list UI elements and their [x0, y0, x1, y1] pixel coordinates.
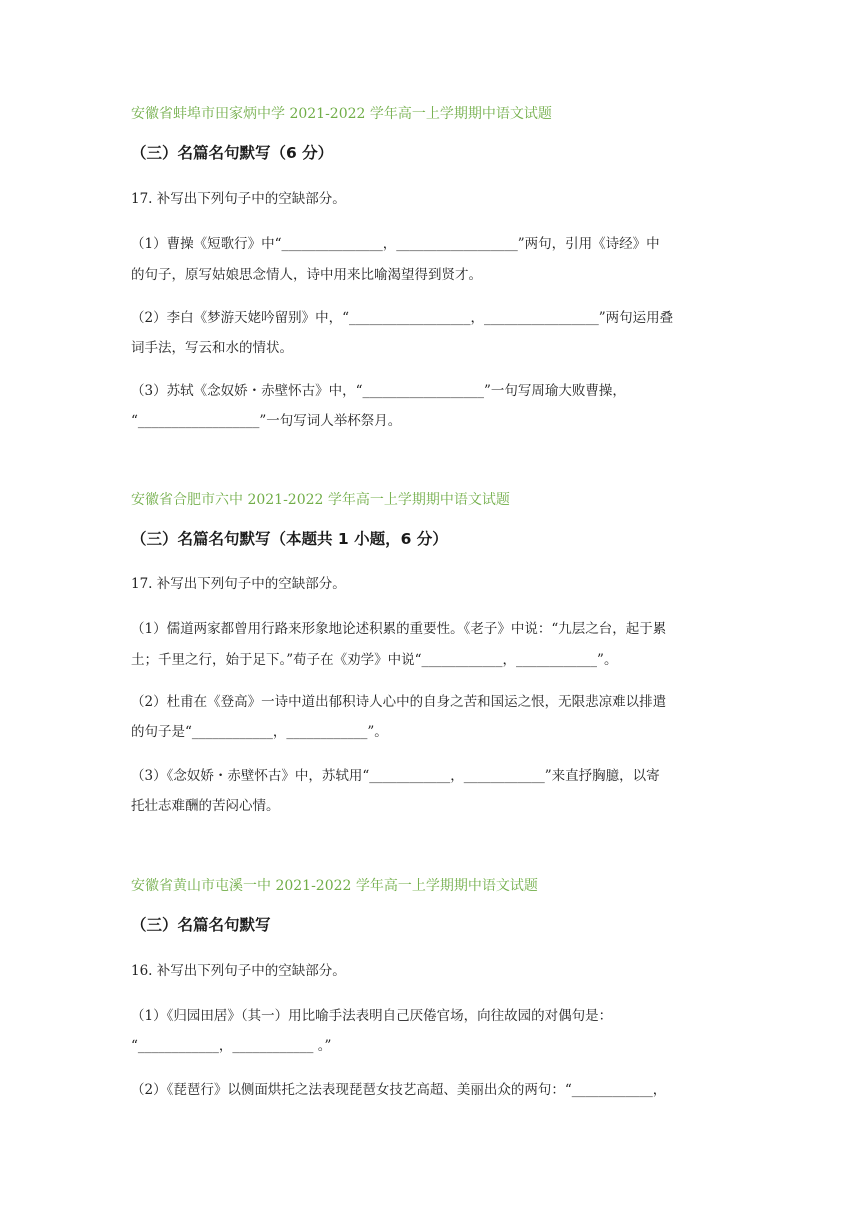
section-heading: （三）名篇名句默写（6 分）	[131, 144, 334, 162]
question-item-line: （2）李白《梦游天姥吟留别》中，“__________________，_________________”两句运用叠	[131, 310, 674, 326]
question-stem: 16. 补写出下列句子中的空缺部分。	[131, 963, 346, 979]
source-title: 安徽省合肥市六中 2021-2022 学年高一上学期期中语文试题	[131, 492, 510, 508]
section-heading: （三）名篇名句默写	[131, 916, 271, 934]
source-title: 安徽省蚌埠市田家炳中学 2021-2022 学年高一上学期期中语文试题	[131, 106, 552, 122]
question-item-line: （2）《琵琶行》以侧面烘托之法表现琵琶女技艺高超、美丽出众的两句：“____________，	[131, 1082, 667, 1098]
question-item-line: 词手法，写云和水的情状。	[131, 340, 293, 356]
question-item-line: 土；千里之行，始于足下。”荀子在《劝学》中说“____________，____________”。	[131, 652, 618, 668]
question-item-line: （3）苏轼《念奴娇・赤壁怀古》中，“__________________”一句写周瑜大败曹操，	[131, 383, 626, 399]
question-item-line: （1）曹操《短歌行》中“_______________，__________________”两句，引用《诗经》中	[131, 236, 660, 252]
question-item-line: （3）《念奴娇・赤壁怀古》中，苏轼用“____________，____________”来直抒胸臆，以寄	[131, 768, 660, 784]
question-item-line: “____________，____________ 。”	[131, 1038, 332, 1054]
question-item-line: 的句子，原写姑娘思念情人，诗中用来比喻渴望得到贤才。	[131, 267, 482, 283]
section-heading: （三）名篇名句默写（本题共 1 小题，6 分）	[131, 530, 448, 548]
question-item-line: （2）杜甫在《登高》一诗中道出郁积诗人心中的自身之苦和国运之恨，无限悲凉难以排遣	[131, 694, 667, 710]
question-item-line: “__________________”一句写词人举杯祭月。	[131, 413, 402, 429]
question-item-line: 的句子是“____________，____________”。	[131, 724, 388, 740]
question-stem: 17. 补写出下列句子中的空缺部分。	[131, 191, 346, 207]
question-item-line: 托壮志难酬的苦闷心情。	[131, 798, 280, 814]
question-item-line: （1）儒道两家都曾用行路来形象地论述积累的重要性。《老子》中说：“九层之台，起于累	[131, 621, 667, 637]
source-title: 安徽省黄山市屯溪一中 2021-2022 学年高一上学期期中语文试题	[131, 878, 538, 894]
question-stem: 17. 补写出下列句子中的空缺部分。	[131, 576, 346, 592]
question-item-line: （1）《归园田居》（其一）用比喻手法表明自己厌倦官场，向往故园的对偶句是：	[131, 1008, 613, 1024]
